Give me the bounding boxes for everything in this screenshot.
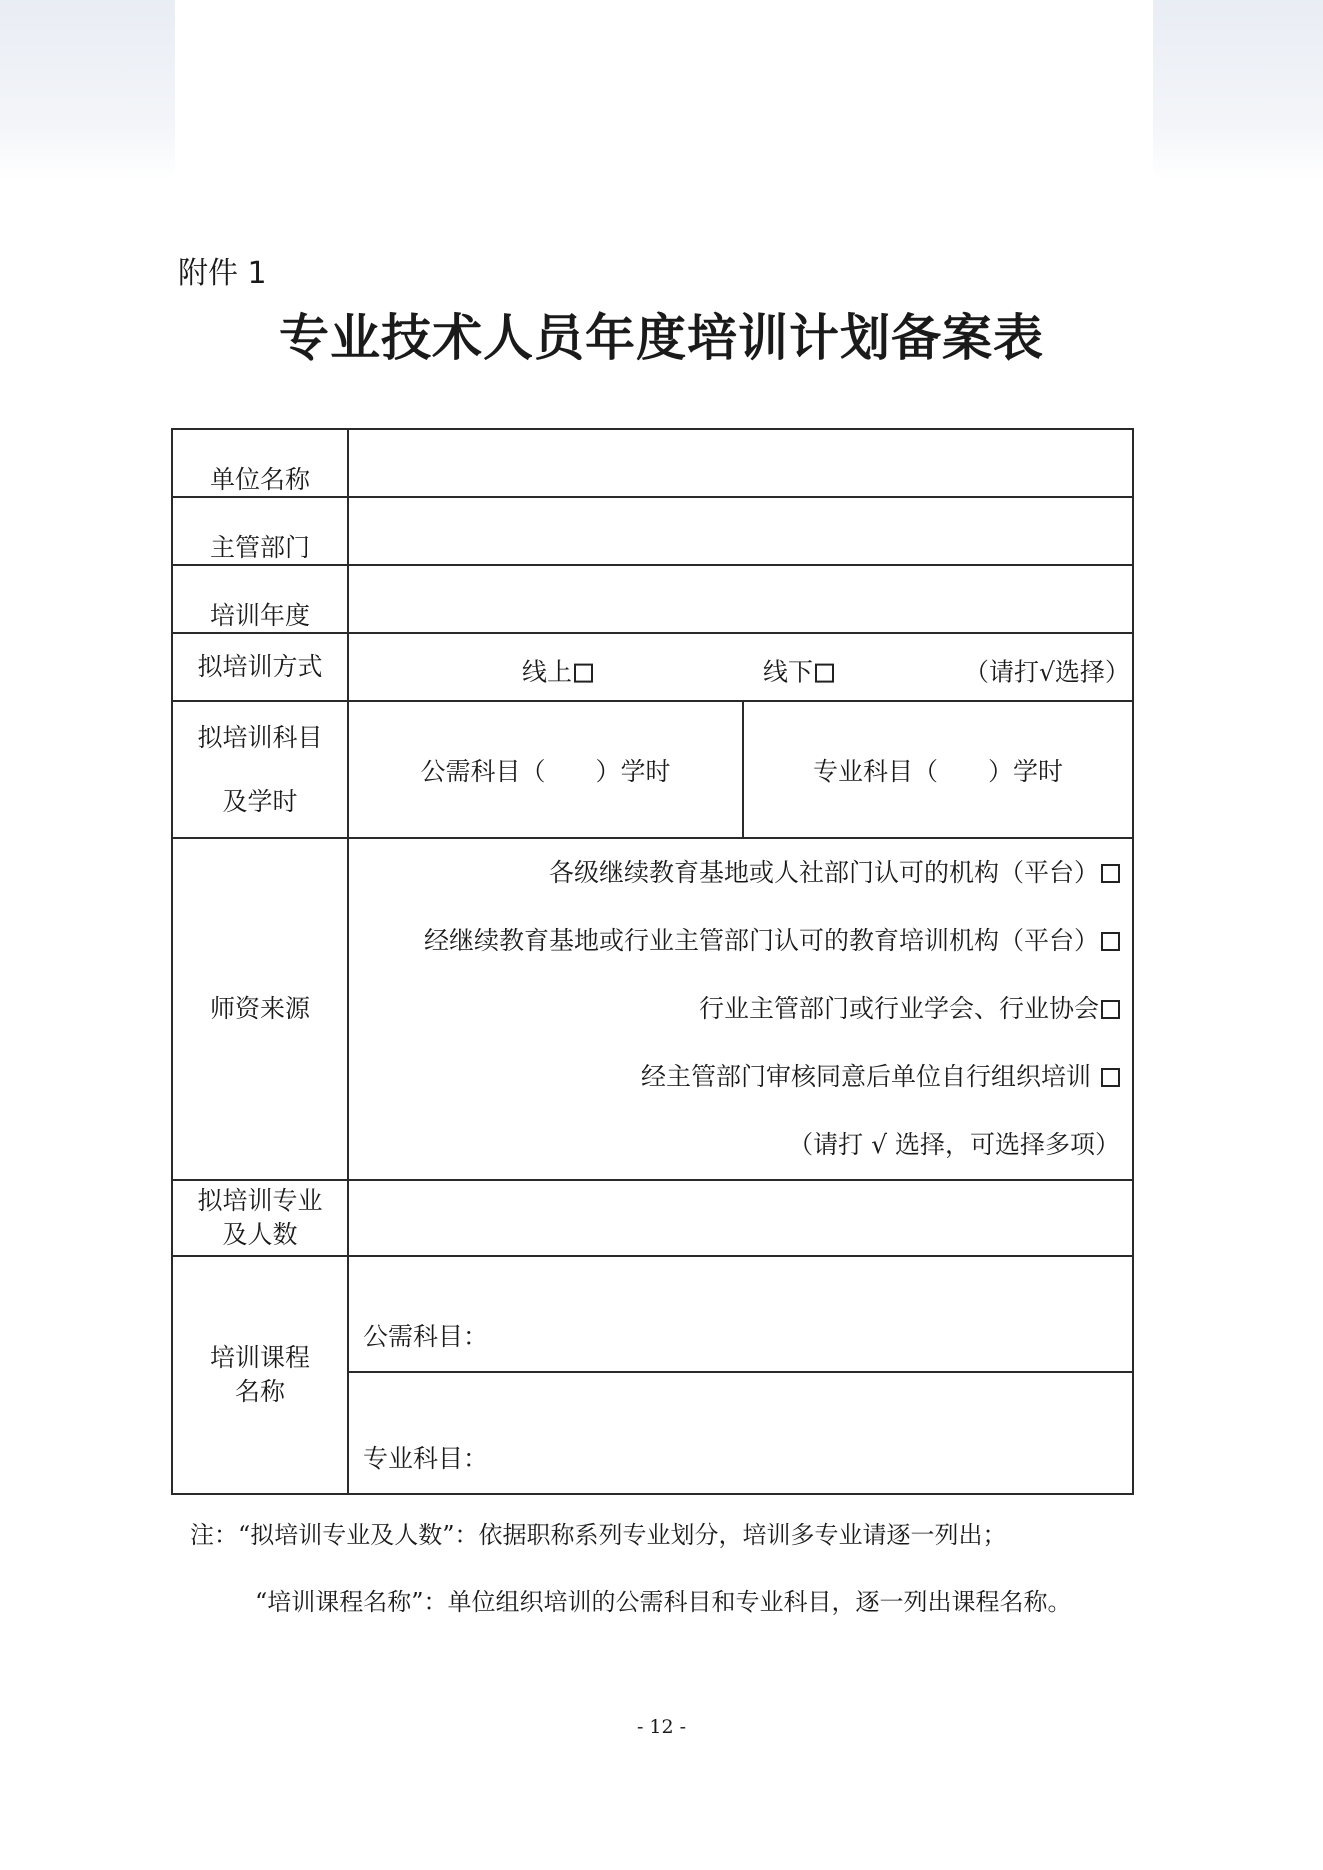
training-year-label: 培训年度 <box>172 565 348 633</box>
professional-subject-hours[interactable]: 专业科目（ ）学时 <box>743 701 1133 838</box>
majors-label-line1: 拟培训专业 <box>197 1186 323 1215</box>
unit-name-label: 单位名称 <box>172 429 348 497</box>
public-courses-field[interactable] <box>348 1256 1133 1372</box>
majors-label-line2: 及人数 <box>222 1220 298 1249</box>
professional-courses-label: 专业科目： <box>363 1444 489 1473</box>
method-hint: （请打√选择） <box>964 657 1130 687</box>
online-option[interactable]: 线上 <box>522 653 593 689</box>
subjects-label-line1: 拟培训科目 <box>197 722 323 752</box>
public-subject-hours[interactable]: 公需科目（ ）学时 <box>348 701 743 838</box>
courses-label <box>172 1256 348 1494</box>
teacher-source-label: 师资来源 <box>172 838 348 1180</box>
majors-label <box>172 1180 348 1256</box>
offline-option[interactable]: 线下 <box>763 653 834 689</box>
teacher-checkbox-2[interactable] <box>1101 932 1120 951</box>
teacher-option-2[interactable]: 经继续教育基地或行业主管部门认可的教育培训机构（平台） <box>349 907 1120 975</box>
page-number: - 12 - <box>636 1716 687 1738</box>
teacher-checkbox-1[interactable] <box>1101 864 1120 883</box>
online-checkbox[interactable] <box>574 664 593 683</box>
supervisor-label: 主管部门 <box>172 497 348 565</box>
majors-field[interactable] <box>348 1180 1133 1256</box>
note-line-2: “培训课程名称”：单位组织培训的公需科目和专业科目，逐一列出课程名称。 <box>255 1588 1072 1616</box>
attachment-label: 附件 1 <box>178 256 267 291</box>
subjects-label <box>172 701 348 838</box>
professional-courses-field[interactable] <box>348 1372 1133 1494</box>
training-year-field[interactable] <box>348 565 1133 633</box>
offline-checkbox[interactable] <box>815 664 834 683</box>
scan-shadow-left <box>0 0 175 180</box>
teacher-hint: （请打 √ 选择，可选择多项） <box>788 1130 1120 1159</box>
courses-label-line2: 名称 <box>234 1377 285 1406</box>
training-method-field <box>348 633 1133 701</box>
teacher-option-3[interactable]: 行业主管部门或行业学会、行业协会 <box>349 975 1120 1043</box>
teacher-option-4[interactable]: 经主管部门审核同意后单位自行组织培训 <box>349 1043 1120 1111</box>
subjects-label-line2: 及学时 <box>222 786 298 816</box>
teacher-source-field <box>348 838 1133 1180</box>
training-method-label: 拟培训方式 <box>172 633 348 701</box>
public-courses-label: 公需科目： <box>363 1322 489 1351</box>
scan-shadow-right <box>1153 0 1323 180</box>
teacher-checkbox-4[interactable] <box>1101 1068 1120 1087</box>
courses-label-line1: 培训课程 <box>209 1343 310 1372</box>
filing-form-table <box>171 428 1134 1495</box>
teacher-option-1[interactable]: 各级继续教育基地或人社部门认可的机构（平台） <box>349 839 1120 907</box>
supervisor-field[interactable] <box>348 497 1133 565</box>
note-line-1: 注：“拟培训专业及人数”：依据职称系列专业划分，培训多专业请逐一列出； <box>190 1521 1007 1549</box>
teacher-checkbox-3[interactable] <box>1101 1000 1120 1019</box>
unit-name-field[interactable] <box>348 429 1133 497</box>
page-title: 专业技术人员年度培训计划备案表 <box>279 308 1044 367</box>
